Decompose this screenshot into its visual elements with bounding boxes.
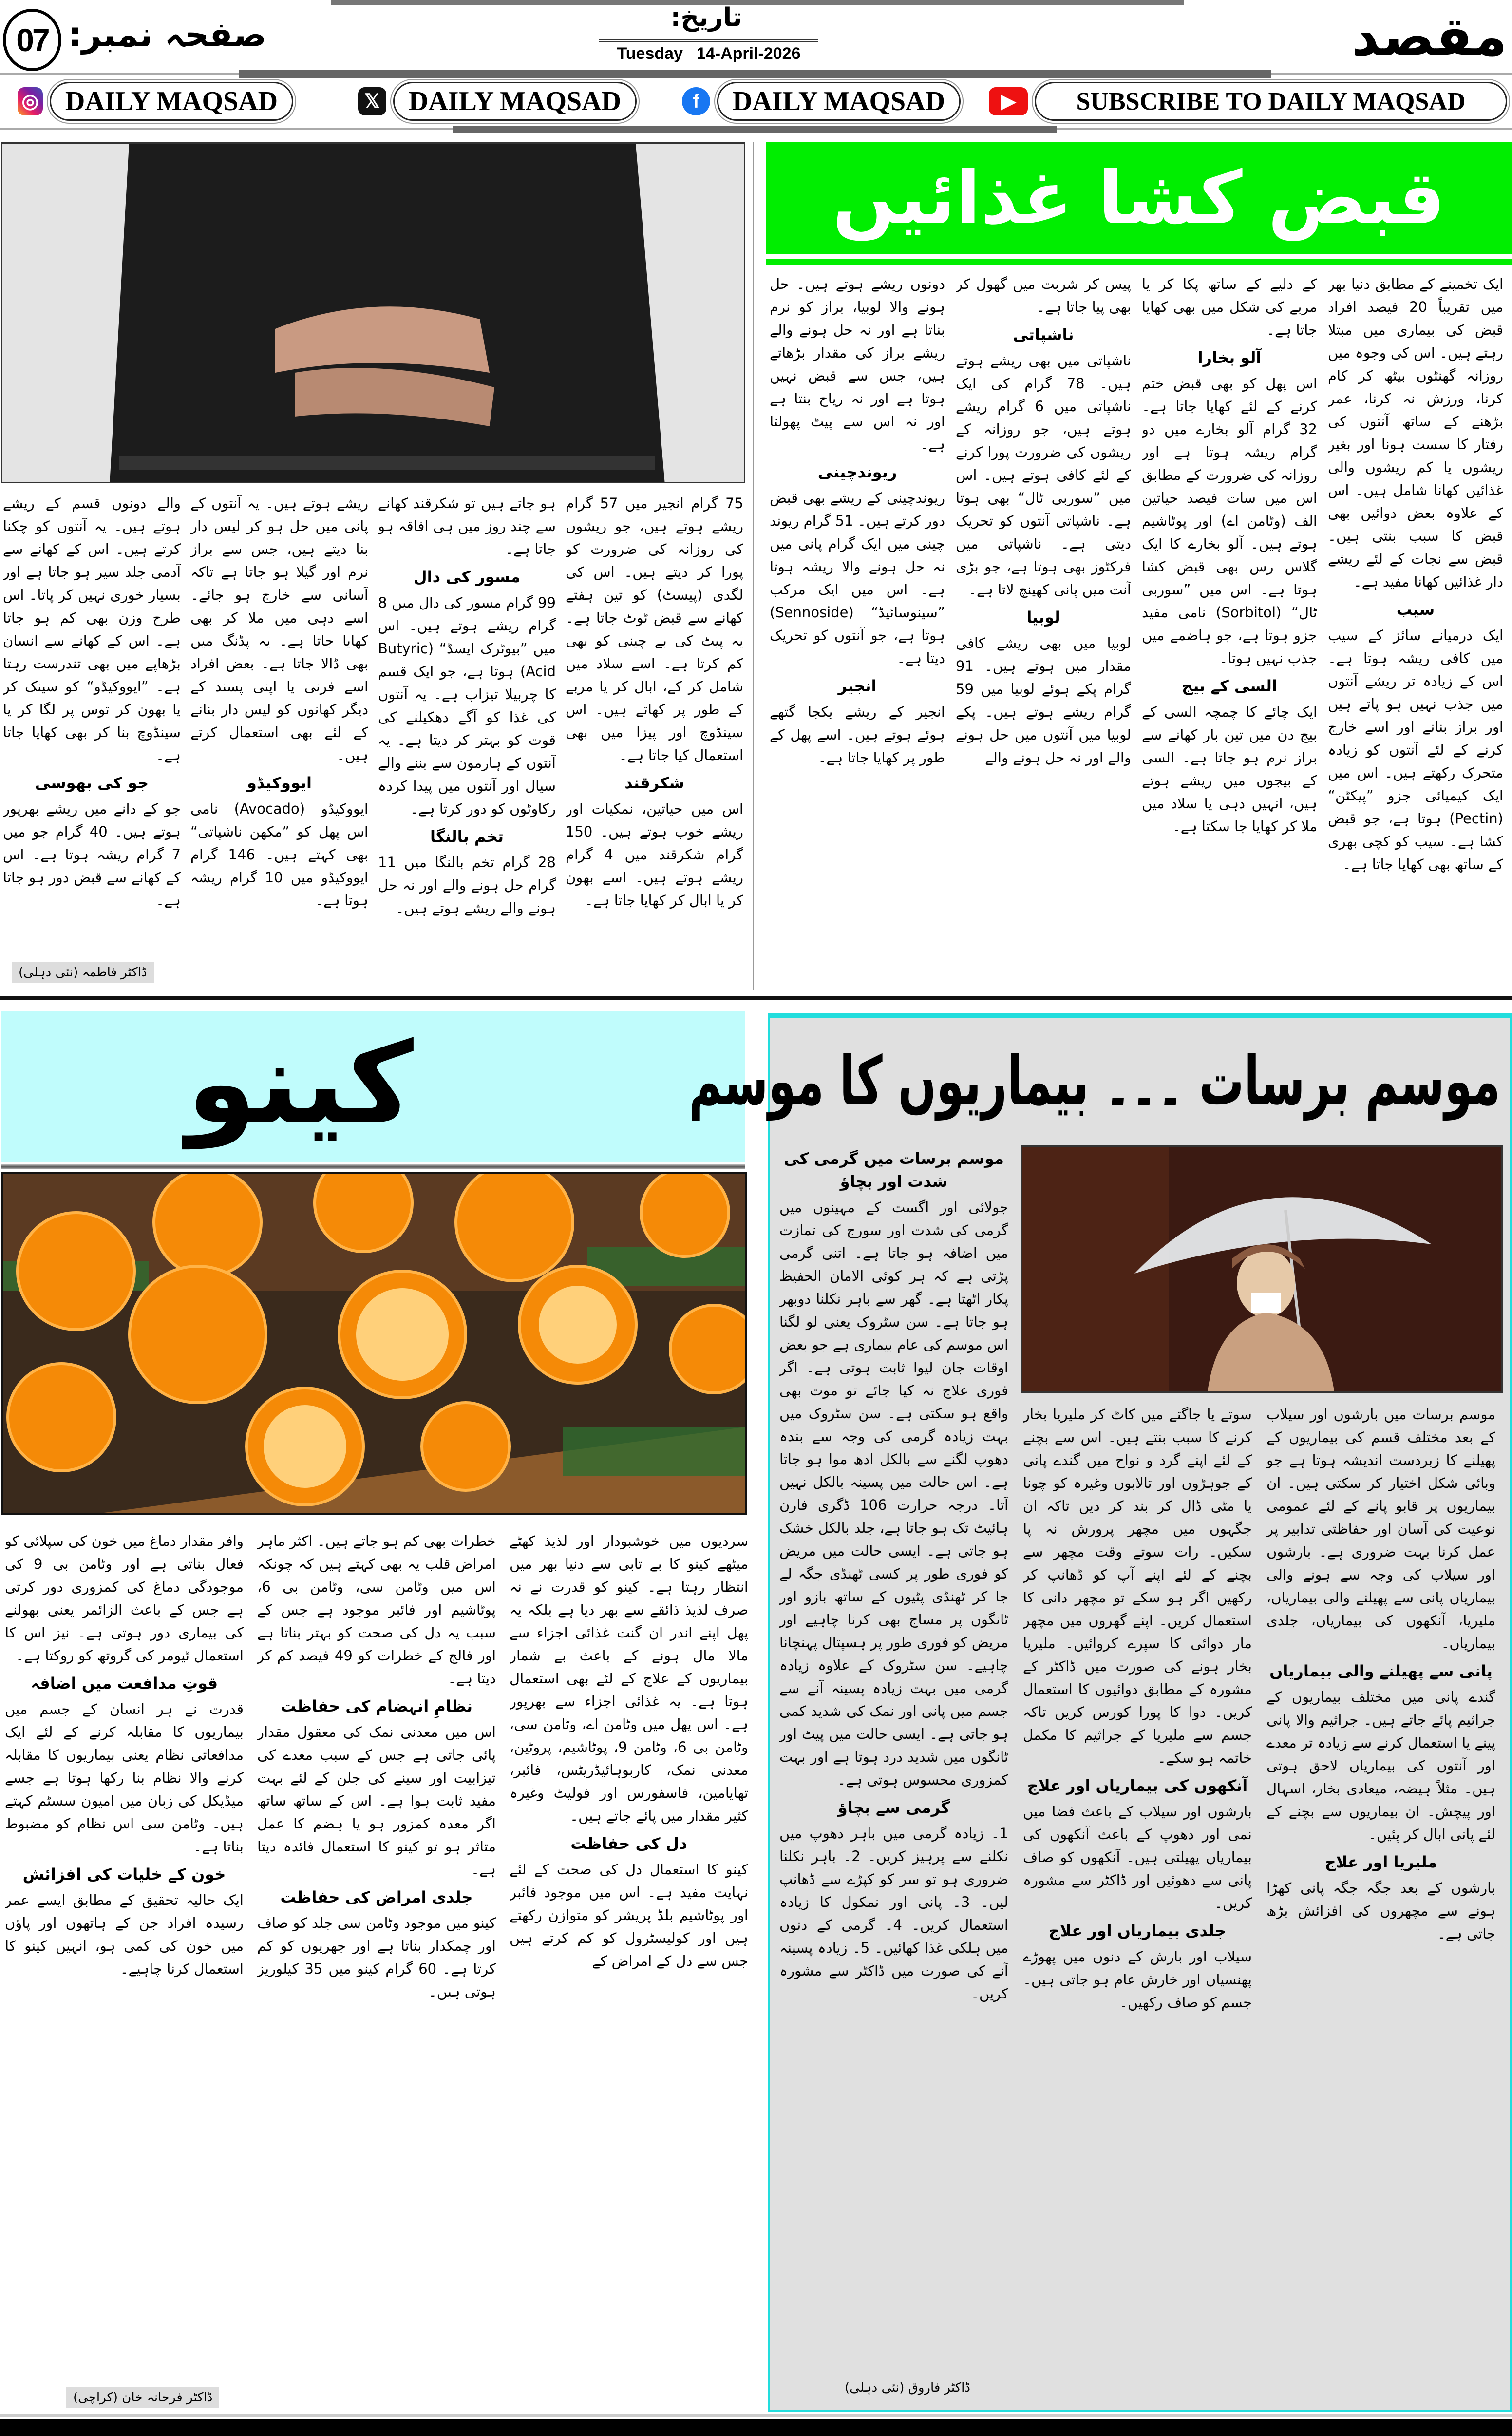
subheading: نظامِ انہضام کی حفاظت [281, 1697, 472, 1715]
social-label[interactable]: DAILY MAQSAD [50, 82, 293, 121]
paragraph: ایک درمیانے سائز کے سیب میں کافی ریشہ ہوتا ہے۔ اس کے زیادہ تر ریشے آنتوں میں جذب نہیں ہو پاتے ہیں اور براز بنانے اور اسے خارج کرنے کے لئے آنتوں کو زیادہ متحرک رکھتے ہیں۔ اس میں ایک کیمیائی جزو ”پیکٹن“ (Pectin) ہوتا ہے، جو قبض کشا ہے۔ سیب کو کچی بھری کے ساتھ بھی کھایا جاتا ہے۔ [1328, 627, 1503, 873]
social-facebook[interactable] [682, 81, 961, 122]
instagram-icon[interactable]: ◎ [18, 87, 43, 115]
paragraph: سیلاب اور بارش کے دنوں میں پھوڑے پھنسیاں اور خارش عام ہو جاتی ہیں۔ جسم کو صاف رکھیں۔ [1023, 1948, 1252, 2011]
section-divider [0, 996, 1512, 1000]
date [599, 39, 818, 63]
article1-banner [766, 142, 1512, 254]
paragraph: وافر مقدار دماغ میں خون کی سپلائی کو فعال بناتی ہے اور وٹامن بی 9 کی موجودگی دماغ کی کمزوری دور کرتی ہے جس کے باعث الزائمر یعنی بھولنے کی بیماری دور ہوتی ہے۔ نیز اس کا استعمال ٹیومر کی گروتھ کو روکتا ہے۔ [5, 1533, 244, 1664]
article2-title: کینو [187, 1019, 414, 1149]
subheading: تخم بالنگا [430, 827, 504, 846]
subheading: گرمی سے بچاؤ [837, 1798, 950, 1817]
social-label[interactable]: DAILY MAQSAD [717, 82, 961, 121]
social-x[interactable] [358, 81, 637, 122]
text-column [5, 1530, 244, 2319]
paragraph: 75 گرام انجیر میں 57 گرام ریشے ہوتے ہیں، جو ریشوں کی روزانہ کی ضرورت کو پورا کر دیتے ہیں۔ اس کی لگدی (پیسٹ) کو تین ہفتے کھانے سے قبض ٹوٹ جاتا ہے۔ یہ پیٹ کی بے چینی کو بھی کم کرتا ہے۔ اسے سلاد میں شامل کر کے، ابال کر یا مربے کے طور پر کھاتے ہیں۔ اس سینڈوچ اور پیزا میں بھی استعمال کیا جاتا ہے۔ [566, 495, 743, 763]
text-column [510, 1530, 748, 2319]
subheading: لوبیا [1026, 608, 1060, 627]
text-column [190, 492, 368, 940]
footer-rule [0, 2414, 1512, 2417]
umbrella-photo [1021, 1145, 1503, 1393]
paragraph: سردیوں میں خوشبودار اور لذیذ کھٹے میٹھے کینو کا بے تابی سے دنیا بھر میں انتظار رہتا ہے۔ کینو کو قدرت نے نہ صرف لذیذ ذائقے سے بھر دیا ہے بلکہ یہ پھل اپنے اندر ان گنت غذائی اجزاء سے مالا مال ہونے کے باعث بے شمار بیماریوں کے علاج کے لئے بھی استعمال ہوتا ہے۔ یہ غذائی اجزاء سے بھرپور ہے۔ اس پھل میں وٹامن اے، وٹامن سی، وٹامن بی 6، وٹامن 9، پوٹاشیم، پروٹین، معدنی نمک، کاربوہائیڈریٹس، فائبر، تھایامین، فاسفورس اور فولیٹ وغیرہ کثیر مقدار میں پائے جاتے ہیں۔ [510, 1533, 748, 1824]
paragraph: گندے پانی میں مختلف بیماریوں کے جراثیم پائے جاتے ہیں۔ جراثیم والا پانی پینے یا استعمال کرنے سے زیادہ تر معدے اور آنتوں کی بیماریاں لاحق ہوتی ہیں۔ مثلاً ہیضہ، میعادی بخار، اسہال اور پیچش۔ ان بیماریوں سے بچنے کے لئے پانی ابال کر پئیں۔ [1266, 1689, 1495, 1843]
social-instagram[interactable] [18, 81, 293, 122]
paragraph: کے دلیے کے ساتھ پکا کر یا مربے کی شکل میں بھی کھایا جاتا ہے۔ [1142, 276, 1317, 338]
paragraph: لوبیا میں بھی ریشے کافی مقدار میں ہوتے ہیں۔ 91 گرام پکے ہوئے لوبیا میں 59 گرام ریشے ہوتے ہیں۔ پکے لوبیا میں آنتوں میں حل ہونے والے اور نہ حل ہونے والے [956, 635, 1131, 766]
article2-banner [1, 1011, 745, 1162]
article3-byline: ڈاکٹر فاروق (نئی دہلی) [845, 2380, 970, 2395]
paragraph: جولائی اور اگست کے مہینوں میں گرمی کی شدت اور سورج کی تمازت میں اضافہ ہو جاتا ہے۔ اتنی گرمی پڑتی ہے کہ ہر کوئی الامان الحفیظ پکار اٹھتا ہے۔ گھر سے باہر نکلنا دوبھر ہو جاتا ہے۔ سن سٹروک یعنی لو لگنا اس موسم کی عام بیماری ہے جو بعض اوقات جان لیوا ثابت ہوتی ہے۔ اگر فوری علاج نہ کیا جائے تو موت بھی واقع ہو سکتی ہے۔ سن سٹروک میں بہت زیادہ گرمی کی وجہ سے بندہ دھوپ لگنے سے بالکل ادھ موا ہو جاتا ہے۔ اس حالت میں پسینہ بالکل نہیں آتا۔ درجہ حرارت 106 ڈگری فارن ہائیٹ تک ہو جاتا ہے، جلد بالکل خشک ہو جاتی ہے۔ ایسی حالت میں مریض کو فوری طور پر کسی ٹھنڈی جگہ لے جا کر ٹھنڈی پٹیوں کے ساتھ بازو اور ٹانگوں پر مساج بھی کرنا چاہیے اور مریض کو فوری طور پر ہسپتال پہنچانا چاہیے۔ سن سٹروک کے علاوہ زیادہ گرمی میں بہت زیادہ پسینہ آنے سے جسم میں پانی اور نمک کی شدید کمی ہو جاتی ہے۔ ایسی حالت میں پیٹ اور ٹانگوں میں شدید درد ہوتا ہے اور بہت کمزوری محسوس ہوتی ہے۔ [779, 1199, 1008, 1788]
paragraph: خطرات بھی کم ہو جاتے ہیں۔ اکثر ماہر امراض قلب یہ بھی کہتے ہیں کہ چونکہ اس میں وٹامن سی، وٹامن بی 6، پوٹاشیم اور فائبر موجود ہے جس کے سبب یہ دل کی صحت کو بہتر بناتا ہے اور فالج کے خطرات کو 49 فیصد کم کر دیتا ہے۔ [257, 1533, 496, 1687]
subheading: قوتِ مدافعت میں اضافہ [30, 1674, 218, 1693]
subheading: آلو بخارا [1197, 348, 1262, 367]
column-divider [753, 142, 754, 990]
paragraph: پیس کر شربت میں گھول کر بھی پیا جاتا ہے۔ [956, 276, 1131, 315]
day: Tuesday [617, 44, 683, 63]
subheading: ایووکیڈو [247, 774, 312, 792]
social-bar [453, 126, 1057, 133]
subheading: ناشپاتی [1013, 325, 1074, 344]
subheading: مسور کی دال [413, 568, 521, 586]
social-label[interactable]: SUBSCRIBE TO DAILY MAQSAD [1035, 82, 1507, 121]
facebook-icon[interactable]: f [682, 87, 710, 115]
footer-bar [0, 2419, 1512, 2436]
header-bar [239, 70, 1271, 78]
subheading: ریوندچینی [817, 463, 897, 481]
subheading: ملیریا اور علاج [1324, 1853, 1437, 1871]
text-column [1266, 1403, 1495, 2319]
newspaper-logo: مقصد [1351, 5, 1507, 68]
text-column [1142, 273, 1317, 979]
subheading: انجیر [838, 677, 877, 695]
paragraph: موسم برسات میں بارشوں اور سیلاب کے بعد مختلف قسم کی بیماریوں کے پھیلنے کا زبردست اندیشہ ہوتا ہے جو وبائی شکل اختیار کر سکتی ہیں۔ ان بیماریوں پر قابو پانے کے لئے عمومی نوعیت کی آسان اور حفاظتی تدابیر پر عمل کرنا بہت ضروری ہے۔ بارشوں اور سیلاب کی وجہ سے ہونے والی بیماریاں پانی سے پھیلنے والی بیماریاں، ملیریا، آنکھوں کی بیماریاں، جلدی بیماریاں۔ [1266, 1406, 1495, 1652]
paragraph: ہو جاتے ہیں تو شکرقند کھانے سے چند روز میں ہی افاقہ ہو جاتا ہے۔ [378, 495, 556, 557]
subheading: جلدی امراض کی حفاظت [280, 1888, 473, 1906]
subheading: خون کے خلیات کی افزائش [22, 1865, 226, 1884]
x-icon[interactable]: 𝕏 [358, 87, 386, 115]
subheading: السی کے بیج [1182, 677, 1277, 695]
paragraph: ریوندچینی کے ریشے بھی قبض دور کرتے ہیں۔ 51 گرام ریوند چینی میں ایک گرام پانی میں نہ حل ہونے والا ریشہ ہوتا ہے۔ اس میں ایک مرکب ”سینوسائیڈ“ (Sennoside) ہوتا ہے، جو آنتوں کو تحریک دیتا ہے۔ [770, 490, 945, 666]
social-label[interactable]: DAILY MAQSAD [393, 82, 637, 121]
constipation-photo [1, 142, 745, 483]
paragraph: کینو کا استعمال دل کی صحت کے لئے نہایت مفید ہے۔ اس میں موجود فائبر اور پوٹاشیم بلڈ پریشر کو متوازن رکھتے ہیں اور کولیسٹرول کو کم کرتے ہیں جس سے دل کے امراض کے [510, 1861, 748, 1969]
paragraph: ایووکیڈو (Avocado) نامی اس پھل کو ”مکھن ناشپاتی“ بھی کہتے ہیں۔ 146 گرام ایووکیڈو میں 10 گرام ریشہ ہوتا ہے۔ [190, 800, 368, 909]
subheading: جو کی بھوسی [35, 774, 149, 792]
subheading: دل کی حفاظت [570, 1834, 687, 1853]
paragraph: 28 گرام تخم بالنگا میں 11 گرام حل ہونے والے اور نہ حل ہونے والے ریشے ہوتے ہیں۔ [378, 854, 556, 916]
banner-rule [1, 1164, 745, 1169]
text-column [1023, 1403, 1252, 2319]
text-column [956, 273, 1131, 979]
subheading: شکرقند [624, 774, 684, 792]
paragraph: دونوں ریشے ہوتے ہیں۔ حل ہونے والا لوبیا، براز کو نرم بناتا ہے اور نہ حل ہونے والے ریشے براز کی مقدار بڑھاتے ہیں، جس سے قبض نہیں ہوتا ہے اور نہ ریاح بنتا ہے اور نہ اس سے پیٹ پھولتا ہے۔ [770, 276, 945, 453]
text-column [770, 273, 945, 979]
paragraph: سوتے یا جاگتے میں کاٹ کر ملیریا بخار کرنے کا سبب بنتے ہیں۔ اس سے بچنے کے لئے اپنے گرد و نواح میں گندے پانی کے جوہڑوں اور تالابوں وغیرہ کو چونا یا مٹی ڈال کر بند کر دیں تاکہ ان جگہوں میں مچھر پرورش نہ پا سکیں۔ رات سوتے وقت مچھر سے بچنے کے لئے اپنے آپ کو ڈھانپ کر رکھیں اگر ہو سکے تو مچھر دانی کا استعمال کریں۔ اپنے گھروں میں مچھر مار دوائی کا سپرے کروائیں۔ ملیریا بخار ہونے کی صورت میں ڈاکٹر کے مشورہ کے مطابق دوائیوں کا استعمال کریں۔ دوا کا پورا کورس کریں تاکہ جسم سے ملیریا کے جراثیم کا مکمل خاتمہ ہو سکے۔ [1023, 1406, 1252, 1766]
paragraph: 99 گرام مسور کی دال میں 8 گرام ریشے ہوتے ہیں۔ اس میں ”بیوٹرک ایسڈ“ (Butyric Acid) ہوتا ہے، جو ایک قسم کا چربیلا تیزاب ہے۔ یہ آنتوں کی غذا کو آگے دھکیلنے کی قوت کو بہتر کر دیتا ہے۔ یہ آنتوں کے ہارمون سے بننے والے سیال اور آنتوں میں پیدا کردہ رکاوٹوں کو دور کرتا ہے۔ [378, 594, 556, 817]
text-column [1328, 273, 1503, 979]
paragraph: ناشپاتی میں بھی ریشے ہوتے ہیں۔ 78 گرام کی ایک ناشپاتی میں 6 گرام ریشے ہوتے ہیں، جو روزانہ کے ریشوں کی ضرورت پورا کرنے کے لئے کافی ہوتے ہیں۔ اس میں ”سوربی ٹال“ بھی ہوتا ہے۔ ناشپاتی آنتوں کو تحریک دیتی ہے۔ ناشپاتی میں فرکٹوز بھی ہوتا ہے، جو بڑی آنت میں پانی کھینچ لاتا ہے۔ [956, 352, 1131, 598]
text-column [257, 1530, 496, 2319]
green-rule [766, 259, 1512, 265]
paragraph: ایک حالیہ تحقیق کے مطابق ایسے عمر رسیدہ افراد جن کے ہاتھوں اور پاؤں میں خون کی کمی ہو، انہیں کینو کا استعمال کرنا چاہیے۔ [5, 1892, 244, 1977]
paragraph: والے دونوں قسم کے ریشے ہوتے ہیں۔ یہ آنتوں کو چکنا کرتے ہیں۔ اس کے کھانے سے آدمی جلد سیر ہو جاتا ہے اور بسیار خوری نہیں کر پاتا۔ اس طرح وزن بھی کم ہو جاتا ہے۔ اس کے کھانے سے انسان بڑھاپے میں بھی تندرست رہتا ہے۔ ”ایووکیڈو“ کو سینک کر یا بھون کر توس پر لگا کر یا سینڈوچ بنا کر بھی کھایا جاتا ہے۔ [3, 495, 181, 763]
paragraph: بارشوں اور سیلاب کے باعث فضا میں نمی اور دھوپ کے باعث آنکھوں کی بیماریاں پھیلتی ہیں۔ آنکھوں کو صاف پانی سے دھوئیں اور ڈاکٹر سے مشورہ کریں۔ [1023, 1803, 1252, 1911]
text-column [779, 1142, 1008, 2317]
paragraph: اس میں حیاتین، نمکیات اور ریشے خوب ہوتے ہیں۔ 150 گرام شکرقند میں 4 گرام ریشے ہوتے ہیں۔ اسے بھون کر یا ابال کر کھایا جاتا ہے۔ [566, 800, 743, 909]
page-number: 07 [3, 9, 61, 71]
paragraph: ایک چائے کا چمچہ السی کے بیج دن میں تین بار کھانے سے براز نرم ہو جاتا ہے۔ السی کے بیجوں میں ریشے ہوتے ہیں، انہیں دہی یا سلاد میں ملا کر کھایا جا سکتا ہے۔ [1142, 704, 1317, 835]
paragraph: انجیر کے ریشے یکجا گتھے ہوئے ہوتے ہیں۔ اسے پھل کے طور پر کھایا جاتا ہے۔ [770, 704, 945, 766]
paragraph: اس میں معدنی نمک کی معقول مقدار پائی جاتی ہے جس کے سبب معدے کی تیزابیت اور سینے کی جلن کے لئے بہت مفید ثابت ہوا ہے۔ اس کے ساتھ ساتھ اگر معدہ کمزور ہو یا ہضم کا عمل متاثر ہو تو کینو کا استعمال فائدہ دیتا ہے۔ [257, 1724, 496, 1878]
paragraph: ریشے ہوتے ہیں۔ یہ آنتوں کے پانی میں حل ہو کر لیس دار بنا دیتے ہیں، جس سے براز نرم اور گیلا ہو جاتا ہے تاکہ آسانی سے خارج ہو جائے۔ اسے دہی میں ملا کر بھی کھایا جاتا ہے۔ یہ پڈنگ میں بھی ڈالا جاتا ہے۔ بعض افراد اسے فرنی یا اپنی پسند کے دیگر کھانوں کو لیس دار بنانے کے لئے بھی استعمال کرتے ہیں۔ [190, 495, 368, 763]
subheading: پانی سے پھیلنے والی بیماریاں [1269, 1662, 1493, 1680]
youtube-icon[interactable]: ▶ [989, 87, 1028, 115]
date-value: 14-April-2026 [696, 44, 801, 63]
subheading: موسم برسات میں گرمی کی شدت اور بچاؤ [784, 1149, 1004, 1191]
subheading: آنکھوں کی بیماریاں اور علاج [1027, 1776, 1248, 1795]
page-label: صفحہ نمبر: [68, 15, 267, 55]
article1-title: قبض کشا غذائیں [832, 156, 1445, 241]
oranges-photo [1, 1172, 747, 1515]
date-label: تاریخ: [670, 3, 742, 32]
paragraph: 1۔ زیادہ گرمی میں باہر دھوپ میں نکلنے سے پرہیز کریں۔ 2۔ باہر نکلنا ضروری ہو تو سر کو کپڑے سے ڈھانپ لیں۔ 3۔ پانی اور نمکول کا زیادہ استعمال کریں۔ 4۔ گرمی کے دنوں میں ہلکی غذا کھائیں۔ 5۔ زیادہ پسینہ آنے کی صورت میں ڈاکٹر سے مشورہ کریں۔ [779, 1825, 1008, 2002]
subheading: سیب [1396, 600, 1435, 619]
paragraph: قدرت نے ہر انسان کے جسم میں بیماریوں کا مقابلہ کرنے کے لئے ایک مدافعاتی نظام یعنی بیماریوں کا مقابلہ کرنے والا نظام بنا رکھا ہوتا ہے جسے میڈیکل کی زبان میں امیون سسٹم کہتے ہیں۔ وٹامن سی اس نظام کو مضبوط بناتا ہے۔ [5, 1701, 244, 1855]
paragraph: کینو میں موجود وٹامن سی جلد کو صاف اور چمکدار بناتا ہے اور جھریوں کو کم کرتا ہے۔ 60 گرام کینو میں 35 کیلوریز ہوتی ہیں۔ [257, 1915, 496, 2000]
paragraph: ایک تخمینے کے مطابق دنیا بھر میں تقریباً 20 فیصد افراد قبض کی بیماری میں مبتلا رہتے ہیں۔ اس کی وجوہ میں روزانہ گھنٹوں بیٹھ کر کام کرنا، ورزش نہ کرنا، عمر بڑھنے کے ساتھ آنتوں کی رفتار کا سست ہونا اور بغیر ریشوں یا کم ریشوں والی غذائیں کھانا شامل ہیں۔ اس کے علاوہ بعض دوائیں بھی قبض کا سبب بنتی ہیں۔ قبض سے نجات کے لئے ریشے دار غذائیں کھانا مفید ہے۔ [1328, 276, 1503, 590]
paragraph: بارشوں کے بعد جگہ جگہ پانی کھڑا ہونے سے مچھروں کی افزائش بڑھ جاتی ہے۔ [1266, 1880, 1495, 1942]
paragraph: جو کے دانے میں ریشے بھرپور ہوتے ہیں۔ 40 گرام جو میں 7 گرام ریشہ ہوتا ہے۔ اس کے کھانے سے قبض دور ہو جاتا ہے۔ [3, 800, 181, 909]
text-column [378, 492, 556, 940]
article1-byline: ڈاکٹر فاطمہ (نئی دہلی) [12, 962, 154, 983]
social-youtube[interactable] [989, 81, 1507, 122]
paragraph: اس پھل کو بھی قبض ختم کرنے کے لئے کھایا جاتا ہے۔ 32 گرام آلو بخارے میں دو گرام ریشہ ہوتا ہے اور روزانہ کی ضرورت کے مطابق اس میں سات فیصد حیاتین الف (وٹامن اے) اور پوٹاشیم ہوتے ہیں۔ آلو بخارے کا ایک گلاس رس بھی قبض کشا ہوتا ہے۔ اس میں ”سوربی ٹال“ (Sorbitol) نامی مفید جزو ہوتا ہے، جو ہاضمے میں جذب نہیں ہوتا۔ [1142, 375, 1317, 666]
article3-title: موسم برسات ۔۔۔ بیماریوں کا موسم [689, 1042, 1500, 1121]
text-column [566, 492, 743, 940]
article2-byline: ڈاکٹر فرحانہ خان (کراچی) [66, 2387, 219, 2408]
text-column [3, 492, 181, 940]
subheading: جلدی بیماریاں اور علاج [1048, 1922, 1227, 1940]
